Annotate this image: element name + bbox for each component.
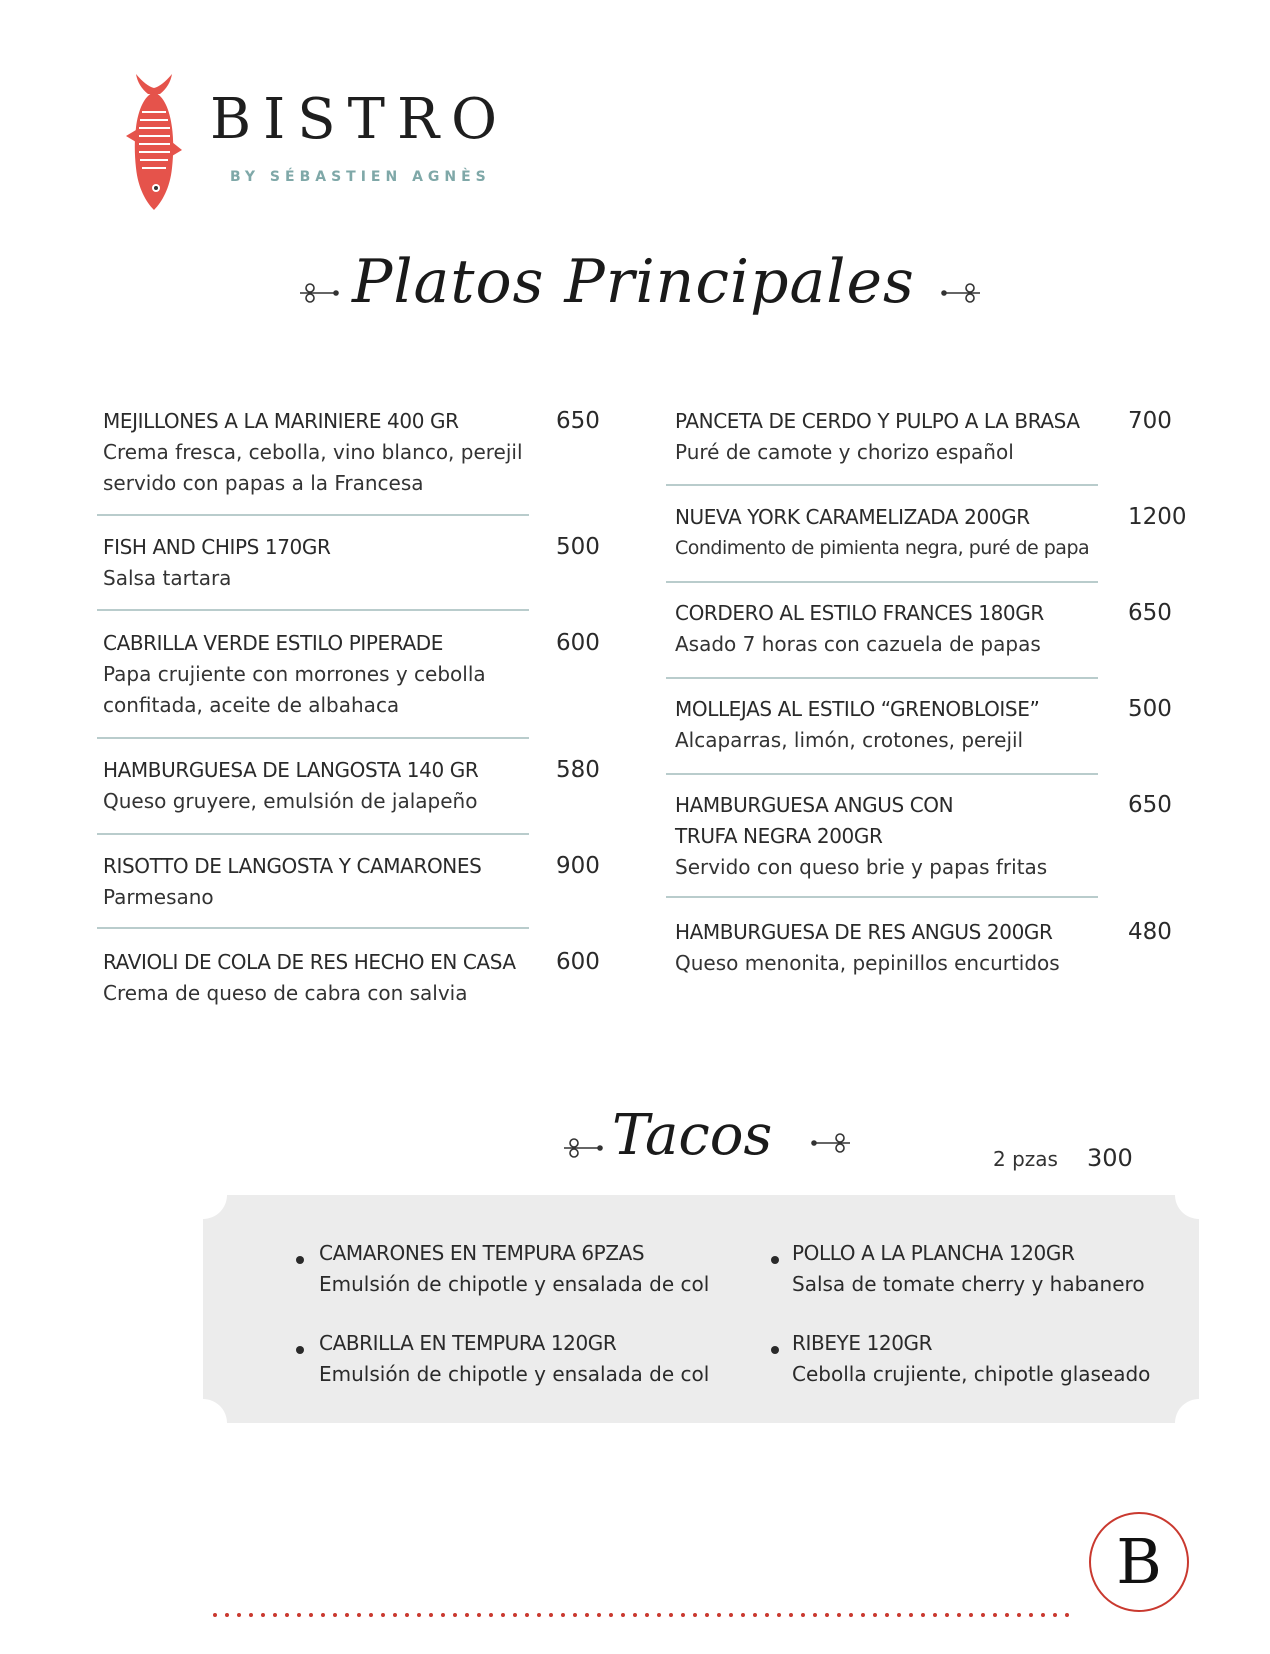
flourish-right-icon bbox=[938, 278, 984, 308]
taco-item bbox=[319, 1238, 709, 1300]
menu-item bbox=[103, 628, 573, 721]
taco-name: CAMARONES EN TEMPURA 6PZAS bbox=[319, 1241, 645, 1265]
menu-item bbox=[675, 790, 1145, 883]
monogram-badge: B bbox=[1089, 1512, 1189, 1612]
item-price: 650 bbox=[556, 408, 600, 434]
flourish-left-icon bbox=[560, 1133, 606, 1163]
item-price: 900 bbox=[556, 853, 600, 879]
separator bbox=[97, 927, 529, 929]
menu-item bbox=[103, 947, 573, 1009]
menu-item bbox=[103, 532, 573, 594]
item-name: HAMBURGUESA ANGUS CON bbox=[675, 793, 954, 817]
separator bbox=[97, 833, 529, 835]
menu-item bbox=[675, 694, 1145, 756]
bullet-icon bbox=[771, 1256, 779, 1264]
item-price: 600 bbox=[556, 949, 600, 975]
item-name: HAMBURGUESA DE LANGOSTA 140 GR bbox=[103, 758, 479, 782]
tacos-price: 300 bbox=[1087, 1144, 1133, 1172]
item-price: 600 bbox=[556, 630, 600, 656]
item-desc: Queso gruyere, emulsión de jalapeño bbox=[103, 789, 478, 813]
separator bbox=[97, 737, 529, 739]
menu-item bbox=[103, 406, 573, 499]
item-name: RAVIOLI DE COLA DE RES HECHO EN CASA bbox=[103, 950, 516, 974]
menu-item bbox=[675, 917, 1145, 979]
item-name: NUEVA YORK CARAMELIZADA 200GR bbox=[675, 505, 1030, 529]
item-desc: confitada, aceite de albahaca bbox=[103, 693, 400, 717]
tacos-section-title: Tacos bbox=[612, 1103, 773, 1168]
item-desc: Servido con queso brie y papas fritas bbox=[675, 855, 1048, 879]
item-price: 500 bbox=[1128, 696, 1172, 722]
brand-name: BISTRO bbox=[210, 87, 510, 152]
separator bbox=[666, 773, 1098, 775]
menu-item bbox=[675, 598, 1145, 660]
taco-item bbox=[792, 1238, 1145, 1300]
menu-item bbox=[103, 755, 573, 817]
taco-name: POLLO A LA PLANCHA 120GR bbox=[792, 1241, 1075, 1265]
item-name: PANCETA DE CERDO Y PULPO A LA BRASA bbox=[675, 409, 1080, 433]
item-price: 480 bbox=[1128, 919, 1172, 945]
item-name-line2: TRUFA NEGRA 200GR bbox=[675, 824, 883, 848]
taco-desc: Salsa de tomate cherry y habanero bbox=[792, 1272, 1145, 1296]
item-desc: Crema de queso de cabra con salvia bbox=[103, 981, 468, 1005]
main-section-title: Platos Principales bbox=[352, 247, 915, 317]
tacos-quantity: 2 pzas bbox=[993, 1147, 1058, 1171]
menu-item bbox=[103, 851, 573, 913]
item-name: RISOTTO DE LANGOSTA Y CAMARONES bbox=[103, 854, 482, 878]
flourish-left-icon bbox=[296, 278, 342, 308]
item-desc: Salsa tartara bbox=[103, 566, 232, 590]
taco-name: CABRILLA EN TEMPURA 120GR bbox=[319, 1331, 617, 1355]
item-desc: Asado 7 horas con cazuela de papas bbox=[675, 632, 1041, 656]
separator bbox=[666, 677, 1098, 679]
item-desc: Puré de camote y chorizo español bbox=[675, 440, 1014, 464]
menu-item bbox=[675, 406, 1145, 468]
separator bbox=[666, 896, 1098, 898]
bullet-icon bbox=[296, 1256, 304, 1264]
separator bbox=[97, 514, 529, 516]
flourish-right-icon bbox=[808, 1128, 854, 1158]
separator bbox=[97, 609, 529, 611]
taco-name: RIBEYE 120GR bbox=[792, 1331, 933, 1355]
fish-logo-icon bbox=[126, 72, 182, 212]
brand-subtitle: BY SÉBASTIEN AGNÈS bbox=[230, 169, 491, 185]
taco-desc: Emulsión de chipotle y ensalada de col bbox=[319, 1272, 710, 1296]
separator bbox=[666, 484, 1098, 486]
separator bbox=[666, 581, 1098, 583]
taco-desc: Emulsión de chipotle y ensalada de col bbox=[319, 1362, 710, 1386]
dotted-divider bbox=[212, 1612, 1080, 1618]
item-desc: Parmesano bbox=[103, 885, 214, 909]
item-desc: Crema fresca, cebolla, vino blanco, perejil bbox=[103, 440, 523, 464]
item-price: 1200 bbox=[1128, 504, 1187, 530]
item-price: 650 bbox=[1128, 792, 1172, 818]
item-price: 700 bbox=[1128, 408, 1172, 434]
item-price: 580 bbox=[556, 757, 600, 783]
item-desc: Papa crujiente con morrones y cebolla bbox=[103, 662, 486, 686]
item-name: CORDERO AL ESTILO FRANCES 180GR bbox=[675, 601, 1044, 625]
bullet-icon bbox=[771, 1346, 779, 1354]
item-name: FISH AND CHIPS 170GR bbox=[103, 535, 331, 559]
taco-desc: Cebolla crujiente, chipotle glaseado bbox=[792, 1362, 1151, 1386]
item-desc: servido con papas a la Francesa bbox=[103, 471, 424, 495]
taco-item bbox=[792, 1328, 1150, 1390]
item-price: 650 bbox=[1128, 600, 1172, 626]
item-price: 500 bbox=[556, 534, 600, 560]
menu-item bbox=[675, 502, 1145, 564]
item-desc: Queso menonita, pepinillos encurtidos bbox=[675, 951, 1060, 975]
item-name: MOLLEJAS AL ESTILO “GRENOBLOISE” bbox=[675, 697, 1040, 721]
item-desc: Alcaparras, limón, crotones, perejil bbox=[675, 728, 1024, 752]
bullet-icon bbox=[296, 1346, 304, 1354]
item-desc: Condimento de pimienta negra, puré de papa bbox=[675, 537, 1090, 559]
item-name: MEJILLONES A LA MARINIERE 400 GR bbox=[103, 409, 459, 433]
taco-item bbox=[319, 1328, 709, 1390]
item-name: CABRILLA VERDE ESTILO PIPERADE bbox=[103, 631, 443, 655]
item-name: HAMBURGUESA DE RES ANGUS 200GR bbox=[675, 920, 1053, 944]
